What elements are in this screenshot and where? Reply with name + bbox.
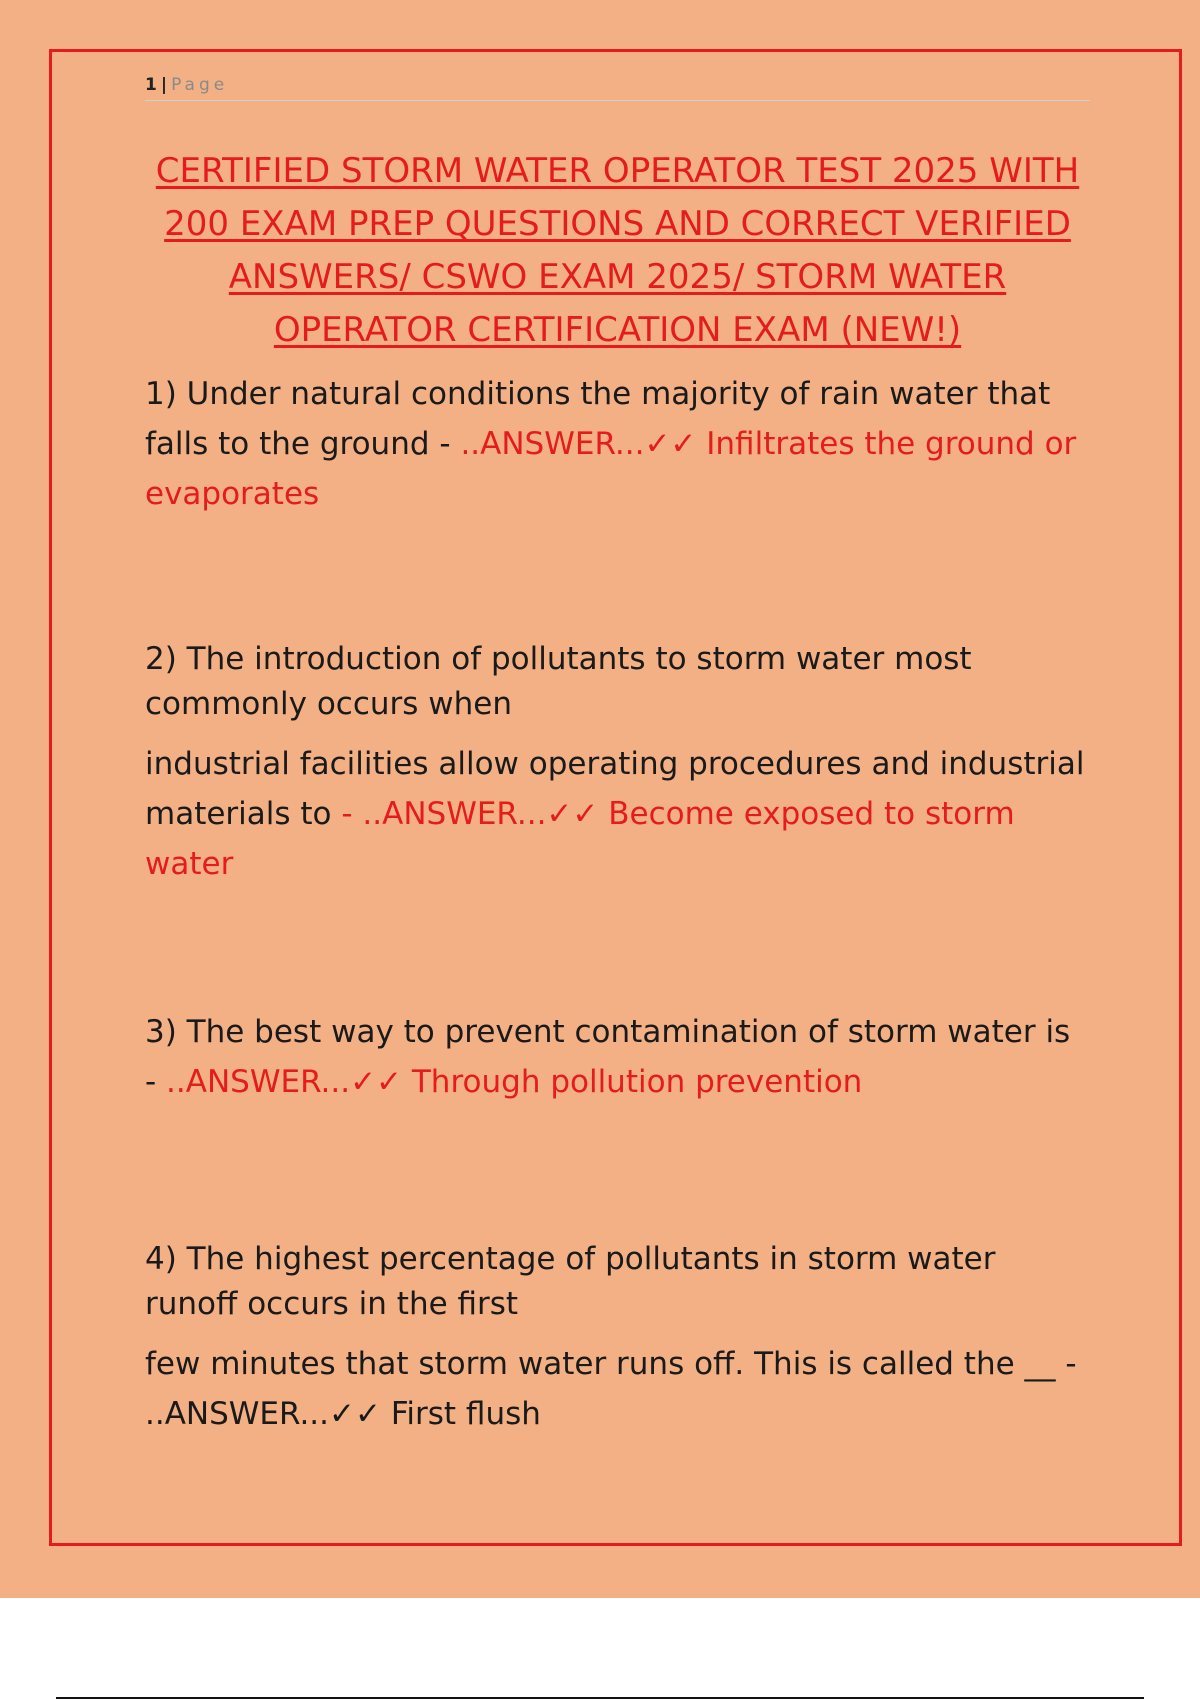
question-prompt-continued: few minutes that storm water runs off. This is called the __ -: [145, 1346, 1077, 1382]
answer-marker: - ..ANSWER...✓✓: [341, 796, 599, 832]
question-text: [145, 1007, 1090, 1107]
question-prompt: 1) Under natural conditions the majority of rain water that falls to the ground -: [145, 376, 1051, 462]
question-list: [145, 369, 1090, 1439]
answer-text: Become exposed to storm water: [145, 796, 1015, 882]
question-4: [145, 1237, 1090, 1439]
question-2: [145, 637, 1090, 889]
header-separator: |: [160, 75, 168, 95]
answer-text: Through pollution prevention: [411, 1064, 863, 1100]
question-text-continued: [145, 739, 1090, 889]
page-label: Page: [171, 75, 229, 95]
question-text: [145, 369, 1090, 519]
question-text-continued: [145, 1339, 1090, 1439]
answer-text: Infiltrates the ground or evaporates: [145, 426, 1077, 512]
question-prompt: 2) The introduction of pollutants to storm water most commonly occurs when: [145, 641, 972, 722]
question-1: [145, 369, 1090, 519]
document-title: CERTIFIED STORM WATER OPERATOR TEST 2025 WITH 200 EXAM PREP QUESTIONS AND CORRECT VERIFIED ANSWERS/ CSWO EXAM 2025/ STORM WATER OPERATOR CERTIFICATION EXAM (NEW!): [155, 151, 1080, 350]
answer-marker: ..ANSWER...✓✓: [460, 426, 697, 462]
question-prompt-continued: industrial facilities allow operating procedures and industrial materials to: [145, 746, 1085, 832]
page-number: 1: [145, 75, 157, 95]
question-prompt: 4) The highest percentage of pollutants in storm water runoff occurs in the first: [145, 1241, 996, 1322]
question-prompt: 3) The best way to prevent contamination of storm water is -: [145, 1014, 1071, 1100]
footer-rule: [56, 1697, 1144, 1699]
answer-marker: ..ANSWER...✓✓: [145, 1396, 381, 1432]
question-3: [145, 1007, 1090, 1107]
answer-text: First flush: [390, 1396, 541, 1432]
page-header: [145, 72, 1090, 101]
answer-marker: ..ANSWER...✓✓: [166, 1064, 403, 1100]
